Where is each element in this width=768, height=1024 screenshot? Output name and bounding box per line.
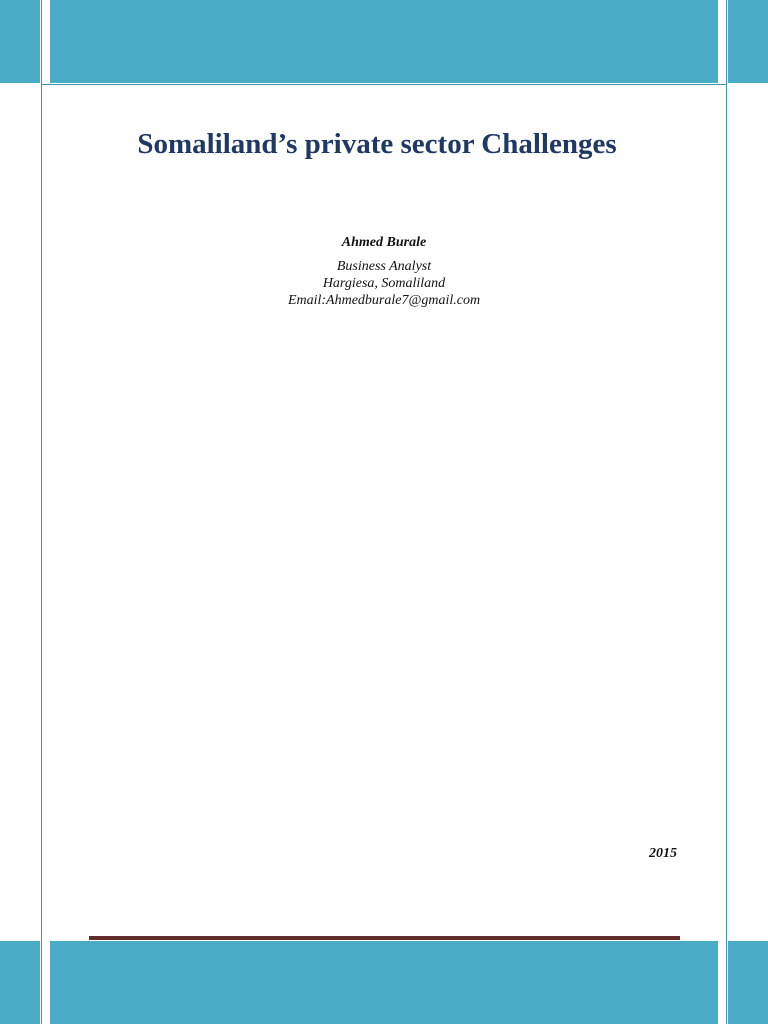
document-year: 2015 [649,846,677,861]
top-left-band [0,0,40,83]
bottom-right-band [728,941,768,1024]
bottom-center-band [50,941,718,1024]
author-email: Email:Ahmedburale7@gmail.com [287,293,481,308]
document-title: Somaliland’s private sector Challenges [137,128,617,160]
bottom-left-band [0,941,40,1024]
top-center-band [50,0,718,83]
author-name: Ahmed Burale [341,235,427,250]
top-right-band [728,0,768,83]
author-block [0,234,768,309]
frame-line-top [41,84,727,85]
footer-rule [89,936,680,940]
author-location: Hargiesa, Somaliland [322,276,446,291]
author-role: Business Analyst [336,259,432,274]
